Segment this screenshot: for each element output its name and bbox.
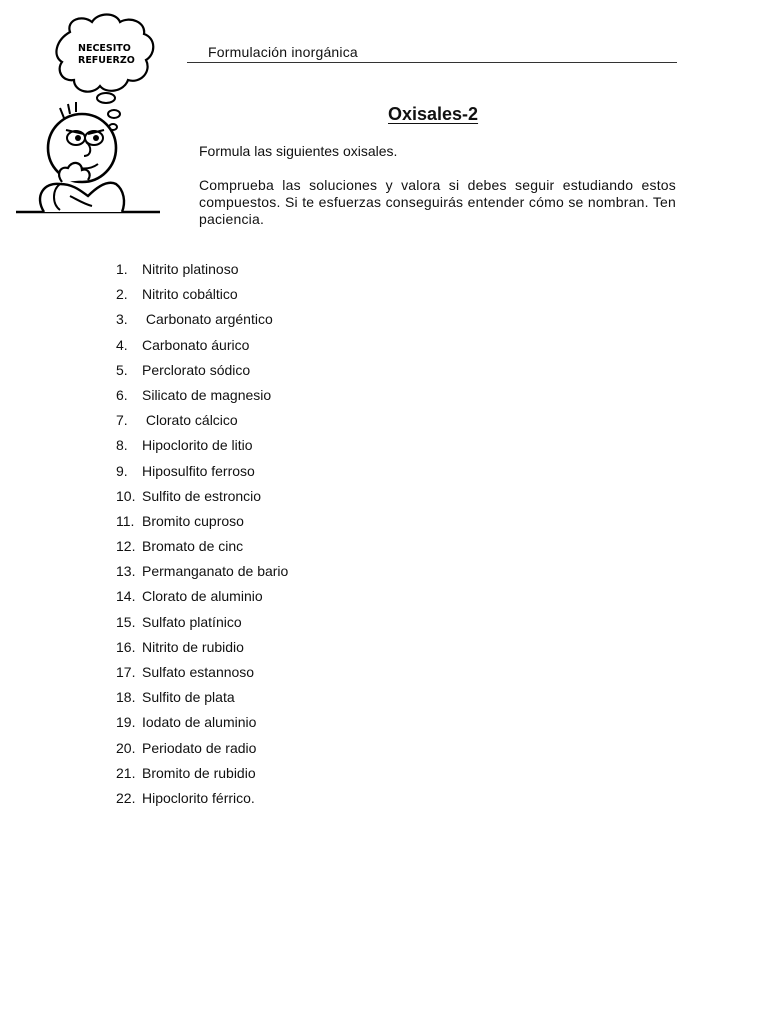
item-text: Bromito cuproso: [142, 512, 244, 529]
item-number: 4.: [116, 336, 128, 353]
item-text: Carbonato argéntico: [142, 311, 273, 328]
exercise-list: [116, 259, 288, 813]
bubble-line-2: REFUERZO: [78, 55, 135, 66]
list-item: [116, 738, 288, 763]
item-number: 13.: [116, 563, 136, 580]
item-number: 14.: [116, 588, 136, 605]
item-text: Clorato de aluminio: [142, 588, 263, 605]
item-number: 16.: [116, 638, 136, 655]
list-item: [116, 335, 288, 360]
item-text: Perclorato sódico: [142, 361, 251, 378]
item-number: 3.: [116, 311, 128, 328]
list-item: [116, 788, 288, 813]
list-item: [116, 662, 288, 687]
intro-paragraph: Comprueba las soluciones y valora si debes seguir estudiando estos compuestos. Si te esfuerzas conseguirás entender cómo se nombran. Ten paciencia.: [199, 177, 676, 227]
item-number: 12.: [116, 538, 136, 555]
item-text: Hipoclorito de litio: [142, 437, 253, 454]
item-text: Carbonato áurico: [142, 336, 250, 353]
item-text: Sulfato estannoso: [142, 664, 255, 680]
item-text: Hiposulfito ferroso: [142, 462, 255, 479]
item-number: 17.: [116, 664, 136, 680]
item-number: 1.: [116, 261, 128, 277]
item-text: Nitrito de rubidio: [142, 638, 244, 655]
header-title: Formulación inorgánica: [208, 44, 358, 60]
list-item: [116, 284, 288, 309]
list-item: [116, 561, 288, 586]
list-item: [116, 712, 288, 737]
item-text: Hipoclorito férrico.: [142, 789, 255, 806]
item-text: Periodato de radio: [142, 739, 257, 756]
list-item: [116, 410, 288, 435]
item-text: Silicato de magnesio: [142, 386, 272, 403]
item-number: 21.: [116, 764, 136, 781]
list-item: [116, 511, 288, 536]
list-item: [116, 385, 288, 410]
item-number: 9.: [116, 462, 128, 479]
item-text: Sulfito de plata: [142, 689, 235, 706]
item-text: Sulfato platínico: [142, 613, 242, 630]
page-title: Oxisales-2: [388, 104, 479, 124]
instruction-text: Formula las siguientes oxisales.: [199, 143, 398, 159]
item-number: 22.: [116, 789, 136, 806]
thinking-cartoon-icon: [12, 10, 172, 232]
item-number: 20.: [116, 739, 136, 756]
list-item: [116, 536, 288, 561]
item-text: Clorato cálcico: [142, 412, 238, 429]
list-item: [116, 309, 288, 334]
item-number: 7.: [116, 412, 128, 429]
list-item: [116, 486, 288, 511]
item-text: Bromato de cinc: [142, 538, 244, 555]
list-item: [116, 612, 288, 637]
header-divider: [187, 62, 677, 63]
item-number: 18.: [116, 689, 136, 706]
bubble-line-1: NECESITO: [78, 43, 131, 54]
item-number: 10.: [116, 487, 136, 504]
list-item: [116, 586, 288, 611]
item-number: 8.: [116, 437, 128, 454]
item-text: Sulfito de estroncio: [142, 487, 262, 504]
item-number: 11.: [116, 512, 135, 529]
list-item: [116, 435, 288, 460]
list-item: [116, 360, 288, 385]
item-text: Nitrito cobáltico: [142, 286, 238, 303]
list-item: [116, 461, 288, 486]
item-text: Iodato de aluminio: [142, 714, 257, 731]
item-number: 6.: [116, 386, 128, 403]
list-item: [116, 763, 288, 788]
item-text: Bromito de rubidio: [142, 764, 256, 781]
list-item: [116, 687, 288, 712]
item-number: 5.: [116, 361, 128, 378]
item-text: Permanganato de bario: [142, 563, 289, 580]
list-item: [116, 637, 288, 662]
item-number: 2.: [116, 286, 128, 303]
list-item: [116, 259, 288, 284]
item-text: Nitrito platinoso: [142, 261, 239, 277]
item-number: 15.: [116, 613, 136, 630]
item-number: 19.: [116, 714, 136, 731]
